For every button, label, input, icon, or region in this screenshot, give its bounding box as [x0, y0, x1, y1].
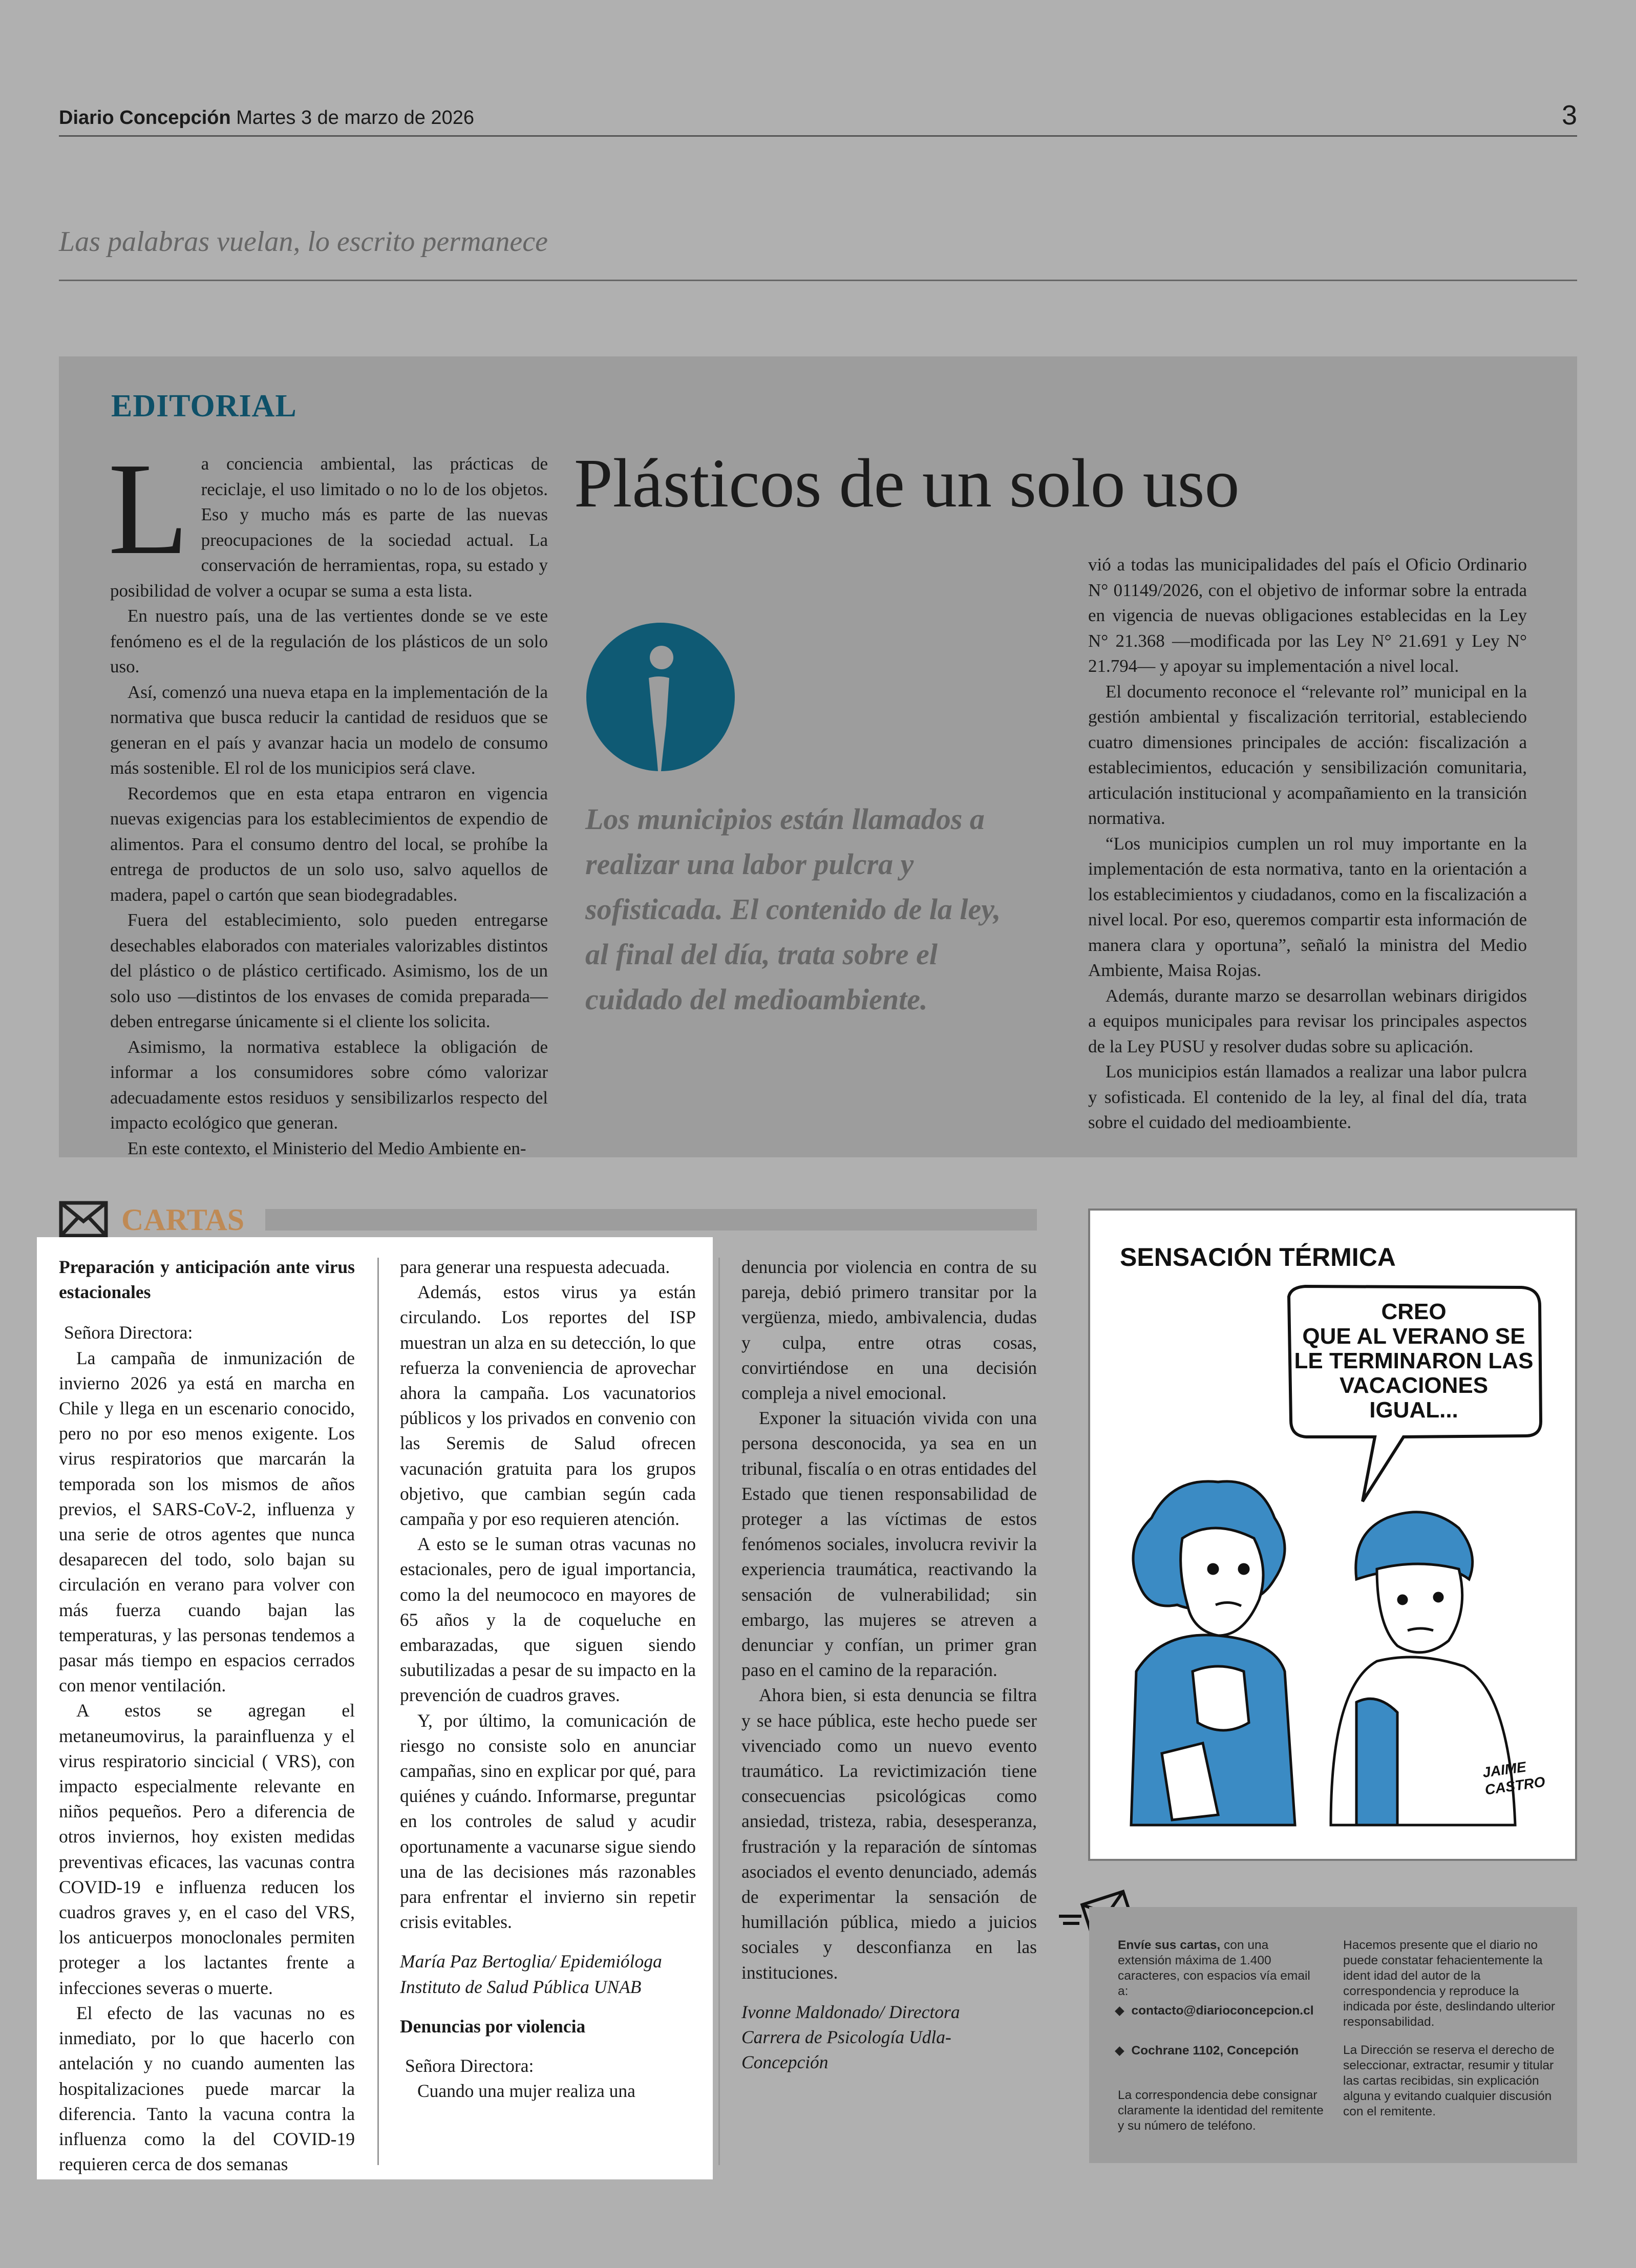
letter-signature-name: María Paz Bertoglia/ Epidemióloga — [400, 1951, 662, 1972]
letter-salutation: Señora Directora: — [405, 2055, 534, 2076]
editorial-paragraph: vió a todas las municipalidades del país el Oficio Ordinario N° 01149/2026, con el objetivo de informar sobre la entrada en vigencia de nuevas obligaciones establecidas en la Ley N° 21.368 —modificada por las Ley N° 21.691 y Ley N° 21.794— y apoyar su implementación a nivel local. — [1088, 555, 1527, 676]
page-header — [59, 102, 1577, 137]
letter-paragraph: Ahora bien, si esta denuncia se filtra y se hace pública, este hecho puede ser vivenciado como un nuevo evento traumático. La revictimización tiene consecuencias psicológicas como ansiedad, tristeza, rabia, desesperanza, frustración y la reparación de síntomas asociados el evento denunciado, además de experimentar la sensación de humillación pública, miedo a juicios sociales y desconfianza en las instituciones. — [741, 1685, 1037, 1983]
editorial-column-1 — [108, 435, 548, 1161]
letter-signature-org: Instituto de Salud Pública UNAB — [400, 1976, 642, 1997]
letter-signature-org: Carrera de Psicología Udla- — [741, 2027, 951, 2048]
editorial-label: EDITORIAL — [111, 389, 297, 423]
cartas-section-label: CARTAS — [121, 1203, 245, 1237]
editorial-paragraph: La conciencia ambiental, las prácticas de reciclaje, el uso limitado o no lo de los objetos. Eso y mucho más es parte de las nuevas preocupaciones de la sociedad actual. La conservación de herramientas, ropa, su estado y posibilidad de volver a ocupar se suma a esta lista. — [108, 435, 548, 601]
editorial-paragraph: Fuera del establecimiento, solo pueden entregarse desechables elaborados con materiales valorizables distintos del plástico o de plástico certificado. Asimismo, los de un solo uso —distintos de los envases de comida preparada— deben entregarse únicamente si el cliente los solicita. — [110, 910, 548, 1031]
editorial-paragraph: Asimismo, la normativa establece la obligación de informar a los consumidores sobre cómo valorizar adecuadamente estos residuos y sensibilizarlos respecto del impacto ecológico que generan. — [110, 1036, 548, 1133]
letter-title: Preparación y anticipación ante virus estacionales — [59, 1257, 355, 1303]
bubble-line: IGUAL... — [1369, 1397, 1458, 1423]
character-left — [1131, 1481, 1295, 1825]
cartoonist-signature: CASTRO — [1483, 1773, 1546, 1798]
info-intro: Envíe sus cartas, con una extensión máxima de 1.400 caracteres, con espacios vía email a: — [1118, 1938, 1310, 1998]
bubble-line: QUE AL VERANO SE — [1302, 1324, 1525, 1349]
cartoonist-signature: JAIME — [1481, 1758, 1527, 1781]
letter-paragraph: A estos se agregan el metaneumovirus, la parainfluenza y el virus respiratorio sincicial ( VRS), con impacto especialmente relevante en niños pequeños. Pero a diferencia de otros inviernos, hoy existen medidas preventivas eficaces, las vacunas contra COVID-19 e influenza reducen los cuadros graves y, en el caso del VRS, los anticuerpos monoclonales permiten proteger a los lactantes frente a infecciones severas o muerte. — [59, 1700, 355, 1998]
editorial-paragraph: El documento reconoce el “relevante rol” municipal en la gestión ambiental y fiscalización territorial, estableciendo cuatro dimensiones principales de acción: fiscalización a establecimientos, educación y sensibilización comunitaria, articulación institucional y acompañamiento en la transición normativa. — [1088, 681, 1527, 828]
envelope-icon — [59, 1201, 108, 1240]
editorial-title: Plásticos de un solo uso — [574, 445, 1240, 522]
column-divider — [377, 1258, 379, 2165]
editorial-paragraph: En nuestro país, una de las vertientes donde se ve este fenómeno es el de la regulación de los plásticos de un solo uso. — [110, 606, 548, 676]
letter-paragraph: Además, estos virus ya están circulando. Los reportes del ISP muestran un alza en su detección, lo que refuerza la conveniencia de aprovechar ahora la campaña. Los vacunatorios públicos y los privados en convenio con las Seremis de Salud ofrecen vacunación gratuita para los grupos objetivo, que cambian según cada campaña y por eso requieren atención. — [400, 1282, 696, 1530]
letter-paragraph: A esto se le suman otras vacunas no estacionales, pero de igual importancia, como la del neumococo en mayores de 65 años y la de coqueluche en embarazadas, que siguen siendo subutilizadas a pesar de su impacto en la prevención de cuadros graves. — [400, 1534, 696, 1706]
editorial-pull-quote: Los municipios están llamados a realizar una labor pulcra y sofisticada. El contenido de la ley, al final del día, trata sobre el cuidado del medioambiente. — [585, 802, 1001, 1016]
column-divider — [718, 1258, 720, 2165]
letter-paragraph: Y, por último, la comunicación de riesgo no consiste solo en anunciar campañas, sino en explicar por qué, para quiénes y cuándo. Informarse, preguntar en los controles de salud y acudir oportunamente a vacunarse sigue siendo una de las decisiones más razonables para enfrentar el invierno sin repetir crisis evitables. — [400, 1710, 696, 1933]
letters-column-1 — [59, 1255, 355, 2177]
contact-address: ◆ Cochrane 1102, Concepción — [1115, 2044, 1299, 2058]
cartoon-title: SENSACIÓN TÉRMICA — [1120, 1243, 1396, 1271]
letter-title: Denuncias por violencia — [400, 2016, 586, 2037]
letter-signature-org-line2: Concepción — [741, 2052, 828, 2073]
letters-info-box — [1089, 1907, 1577, 2163]
info-disclaimer: La Dirección se reserva el derecho de seleccionar, extractar, resumir y titular las cartas recibidas, sin explicación alguna y evitando cualquier discusión con el remitente. — [1343, 2043, 1555, 2118]
page-number: 3 — [1561, 100, 1577, 131]
letter-paragraph: para generar una respuesta adecuada. — [400, 1257, 670, 1277]
info-disclaimer: Hacemos presente que el diario no puede constatar fehacientemente la ident idad del autor de la correspondencia y reproduce la indicada por éste, deslindando ulterior responsabilidad. — [1343, 1938, 1556, 2029]
editorial-paragraph: Recordemos que en esta etapa entraron en vigencia nuevas exigencias para los establecimientos de expendio de alimentos. Para el consumo dentro del local, se prohíbe la entrega de productos de un solo uso, salvo aquellos de madera, papel o cartón que sean biodegradables. — [110, 783, 548, 905]
section-slogan — [59, 220, 1577, 281]
editorial-paragraph: Los municipios están llamados a realizar una labor pulcra y sofisticada. El contenido de la ley, al final del día, trata sobre el cuidado del medioambiente. — [1088, 1062, 1527, 1132]
letter-signature-name: Ivonne Maldonado/ Directora — [741, 2001, 960, 2022]
editorial-paragraph: Así, comenzó una nueva etapa en la implementación de la normativa que busca reducir la cantidad de residuos que se generan en el país y avanzar hacia un modelo de consumo más sostenible. El rol de los municipios será clave. — [110, 682, 548, 778]
letters-column-3 — [741, 1255, 1037, 2075]
info-note: La correspondencia debe consignar claramente la identidad del remitente y su número de teléfono. — [1118, 2088, 1324, 2133]
editorial-panel — [59, 356, 1577, 1157]
issue-date: Martes 3 de marzo de 2026 — [236, 107, 474, 129]
letter-salutation: Señora Directora: — [64, 1322, 193, 1343]
bubble-line: LE TERMINARON LAS — [1294, 1348, 1534, 1373]
editorial-paragraph: Además, durante marzo se desarrollan webinars dirigidos a equipos municipales para revisar los principales aspectos de la Ley PUSU y resolver dudas sobre su aplicación. — [1088, 985, 1527, 1056]
editorial-paragraph: “Los municipios cumplen un rol muy importante en la implementación de esta normativa, tanto en la orientación a los establecimientos y ciudadanos, como en la fiscalización a nivel local. Por eso, queremos compartir esta información de manera clara y oportuna”, señaló la ministra del Medio Ambiente, Maisa Rojas. — [1088, 833, 1527, 980]
letter-paragraph: denuncia por violencia en contra de su pareja, debió primero transitar por la vergüenza, miedo, ambivalencia, dudas y culpa, entre otras cosas, convirtiéndose en una decisión compleja a nivel emocional. — [741, 1257, 1037, 1404]
cartoon — [1088, 1209, 1577, 1861]
letters-column-2 — [400, 1255, 696, 2104]
editorial-column-3 — [1088, 552, 1527, 1135]
bubble-line: CREO — [1381, 1299, 1447, 1324]
letter-paragraph: Exponer la situación vivida con una persona desconocida, ya sea en un tribunal, fiscalía o en otras entidades del Estado que tienen responsabilidad de proteger a las víctimas de estos fenómenos sociales, involucra revivir la experiencia traumática, reactivando la sensación de vulnerabilidad; sin embargo, las mujeres se atreven a denunciar y confían, un primer gran paso en el camino de la reparación. — [741, 1408, 1037, 1681]
info-icon — [586, 623, 735, 771]
slogan-text: Las palabras vuelan, lo escrito permanece — [59, 226, 548, 258]
letter-paragraph: Cuando una mujer realiza una — [417, 2081, 635, 2102]
editorial-paragraph: En este contexto, el Ministerio del Medio Ambiente en- — [128, 1138, 526, 1158]
header-brand-date — [59, 107, 474, 129]
contact-email: ◆ contacto@diarioconcepcion.cl — [1115, 2004, 1314, 2018]
bubble-line: VACACIONES — [1339, 1373, 1489, 1398]
letter-paragraph: El efecto de las vacunas no es inmediato, por lo que hacerlo con antelación y no cuando aumenten las hospitalizaciones puede marcar la diferencia. Tanto la vacuna contra la influenza como la del COVID-19 requieren cerca de dos semanas — [59, 2002, 355, 2175]
letter-paragraph: La campaña de inmunización de invierno 2026 ya está en marcha en Chile y llega en un escenario conocido, pero no por eso menos exigente. Los virus respiratorios que marcarán la temporada son los mismos de años previos, el SARS-CoV-2, influenza y una serie de otros agentes que nunca desaparecen del todo, solo bajan su circulación en verano para volver con más fuerza cuando bajan las temperaturas, y las personas tendemos a pasar más tiempo en espacios cerrados con menor ventilación. — [59, 1347, 355, 1696]
section-bar — [265, 1209, 1037, 1231]
newspaper-name: Diario Concepción — [59, 107, 231, 129]
drop-cap: L — [108, 435, 189, 582]
